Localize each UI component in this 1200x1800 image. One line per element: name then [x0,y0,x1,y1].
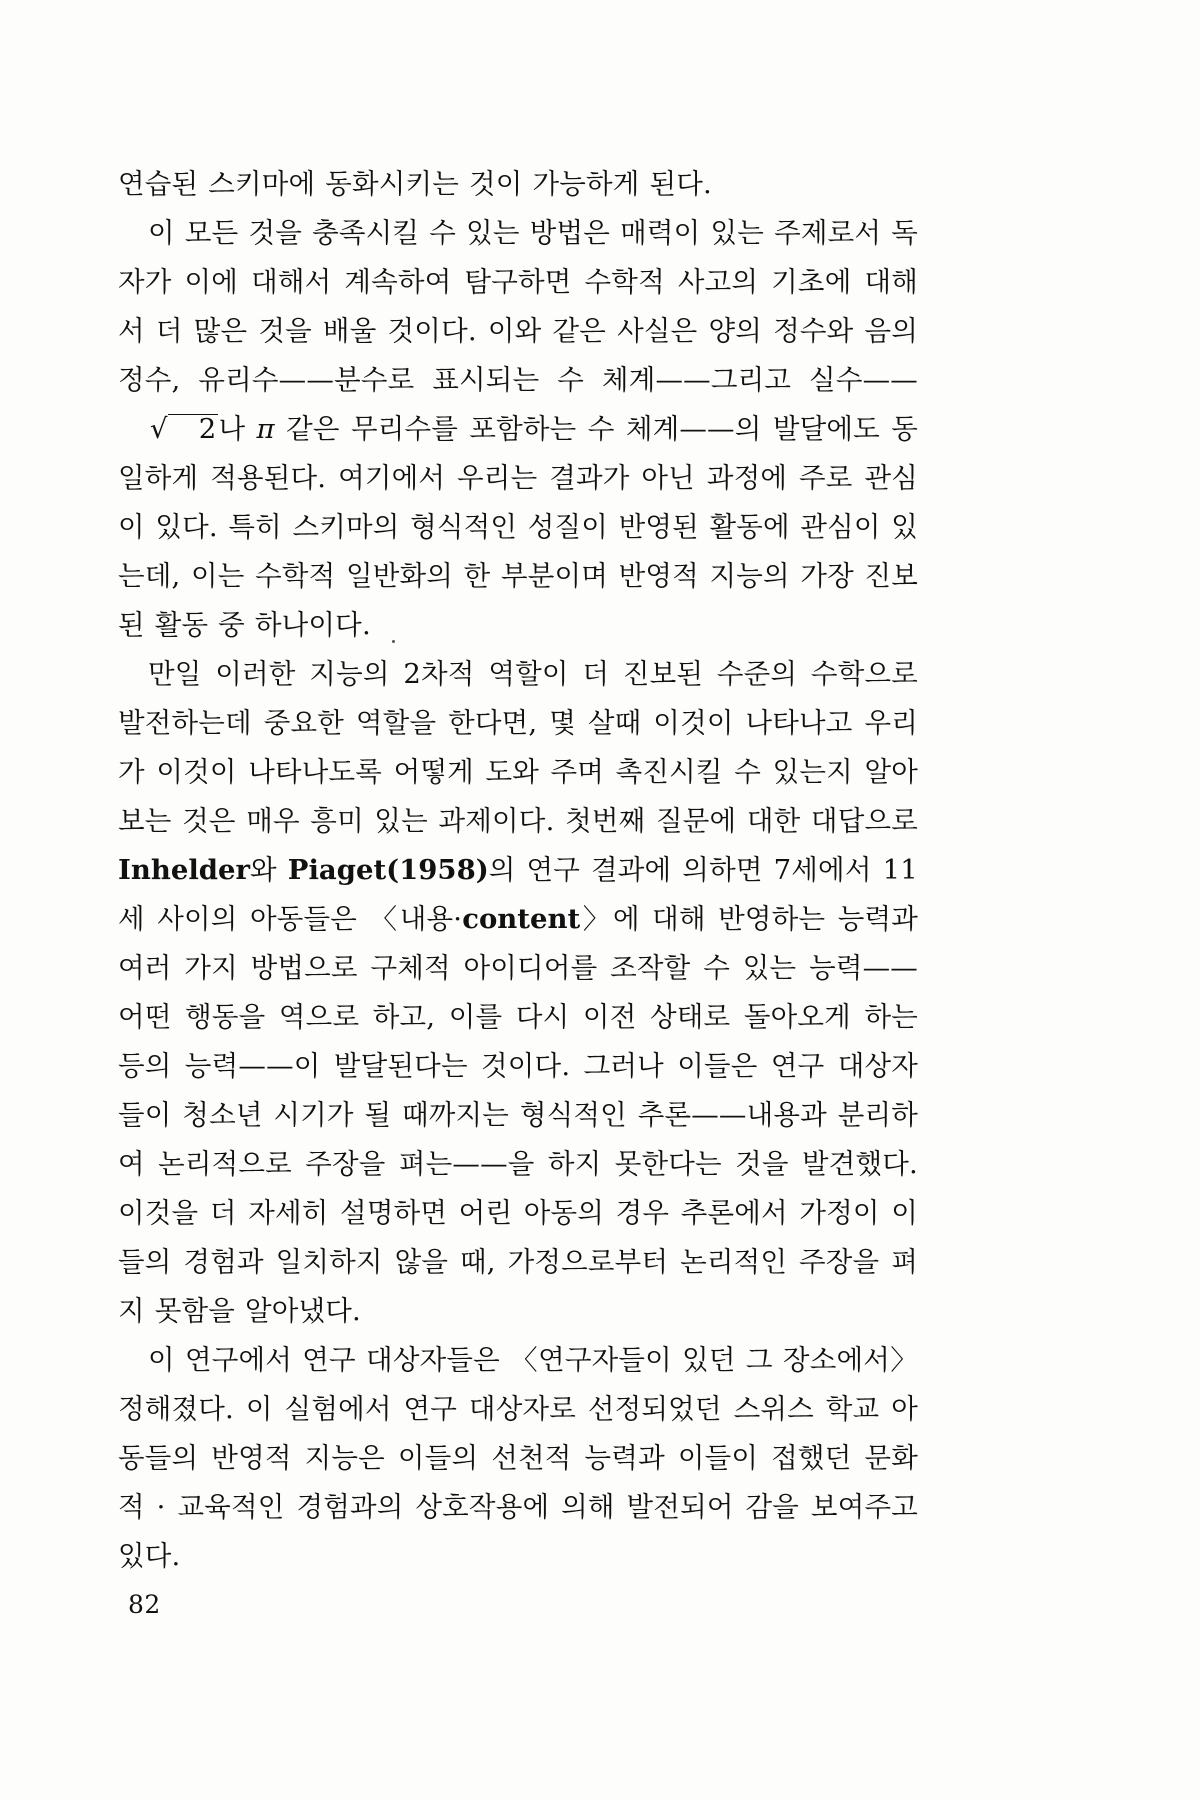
square-root-symbol: √ 2 [150,413,217,445]
page-number: 82 [128,1590,161,1619]
stray-ink-mark [392,640,395,643]
paragraph-4: 이 연구에서 연구 대상자들은 〈연구자들이 있던 그 장소에서〉 정해졌다. 이 실험에서 연구 대상자로 선정되었던 스위스 학교 아동들의 반영적 지능은 이들의 선천적 능력과 이들이 접했던 문화적 · 교육적인 경험과의 상호작용에 의해 발전되어 감을 보여주고 있다. [118,1344,918,1572]
paragraph-2 [118,209,918,650]
square-root-radicand: 2 [168,414,219,444]
pi-symbol: π [256,413,275,445]
citation-conjunction: 와 [250,854,288,886]
paragraph-3-text-before-citation: 만일 이러한 지능의 2차적 역할이 더 진보된 수준의 수학으로 발전하는데 중요한 역할을 한다면, 몇 살때 이것이 나타나고 우리가 이것이 나타나도록 어떻게 도와 주며 촉진시킬 수 있는지 알아보는 것은 매우 흥미 있는 과제이다. 첫번째 질문에 대한 대답으로 [118,658,918,837]
paragraph-3-text-after-citation: 의 연구 결과에 의하면 7세에서 11세 사이의 아동들은 〈내용· [118,854,918,935]
paragraph-2-text-before-math: 이 모든 것을 충족시킬 수 있는 방법은 매력이 있는 주제로서 독자가 이에 대해서 계속하여 탐구하면 수학적 사고의 기초에 대해서 더 많은 것을 배울 것이다. 이와 같은 사실은 양의 정수와 음의 정수, 유리수——분수로 표시되는 수 체계——그리고 실수—— [118,217,918,396]
paragraph-3-text-tail: 〉에 대해 반영하는 능력과 여러 가지 방법으로 구체적 아이디어를 조작할 수 있는 능력——어떤 행동을 역으로 하고, 이를 다시 이전 상태로 돌아오게 하는 등의 능력——이 발달된다는 것이다. 그러나 이들은 연구 대상자들이 청소년 시기가 될 때까지는 형식적인 추론——내용과 분리하여 논리적으로 주장을 펴는——을 하지 못한다는 것을 발견했다. 이것을 더 자세히 설명하면 어린 아동의 경우 추론에서 가정이 이들의 경험과 일치하지 않을 때, 가정으로부터 논리적인 주장을 펴지 못함을 알아냈다. [118,903,918,1327]
page-text-body [118,160,918,1581]
paragraph-3 [118,650,918,1336]
citation-inhelder: Inhelder [118,854,251,886]
paragraph-2-text-after-math: 같은 무리수를 포함하는 수 체계——의 발달에도 동일하게 적용된다. 여기에서 우리는 결과가 아닌 과정에 주로 관심이 있다. 특히 스키마의 형식적인 성질이 반영된 활동에 관심이 있는데, 이는 수학적 일반화의 한 부분이며 반영적 지능의 가장 진보된 활동 중 하나이다. [118,413,918,641]
paragraph-1: 연습된 스키마에 동화시키는 것이 가능하게 된다. [118,168,712,200]
citation-piaget-1958: Piaget(1958) [287,854,489,886]
paragraph-2-text-mid: 나 [218,413,257,445]
inline-term-content: content [462,903,581,935]
